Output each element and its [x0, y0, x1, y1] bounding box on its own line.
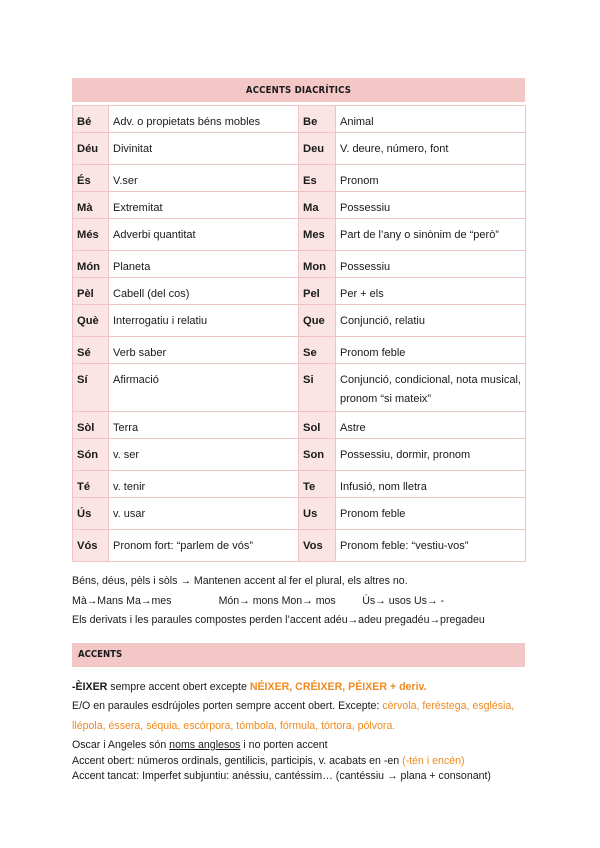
unaccented-meaning-cell: Conjunció, condicional, nota musical, pronom “si mateix”	[336, 364, 526, 412]
accented-word-cell: Sòl	[73, 412, 109, 439]
unaccented-meaning-cell: Pronom feble: “vestiu-vos”	[336, 530, 526, 562]
rule-open-accent	[72, 754, 525, 770]
rule-text: sempre accent obert excepte	[107, 680, 250, 693]
unaccented-word-cell: Pel	[299, 278, 336, 305]
rule-esdrujoles	[72, 697, 525, 736]
accented-meaning-cell: Adv. o propietats béns mobles	[109, 106, 299, 133]
unaccented-word-cell: Es	[299, 165, 336, 192]
rule-text: E/O en paraules esdrújoles porten sempre accent obert. Excepte:	[72, 700, 383, 712]
diacritic-accents-title: ACCENTS DIACRÍTICS	[245, 84, 352, 96]
rule-text: Accent tancat: Imperfet subjuntiu: anéssiu, cantéssim… (cantéssiu → plana + consonant)	[72, 770, 491, 782]
rule-underlined: noms anglesos	[169, 739, 241, 751]
accented-meaning-cell: Planeta	[109, 251, 299, 278]
unaccented-meaning-cell: Pronom	[336, 165, 526, 192]
unaccented-word-cell: Se	[299, 337, 336, 364]
accented-meaning-cell: Interrogatiu i relatiu	[109, 305, 299, 337]
table-row	[73, 165, 526, 192]
unaccented-meaning-cell: Part de l’any o sinònim de “però”	[336, 219, 526, 251]
accented-word-cell: Sí	[73, 364, 109, 412]
accented-meaning-cell: Verb saber	[109, 337, 299, 364]
unaccented-word-cell: Deu	[299, 133, 336, 165]
rule-text: Accent obert: números ordinals, gentilicis, participis, v. acabats en -en	[72, 754, 403, 767]
rule-text: Oscar i Angeles són	[72, 739, 170, 751]
unaccented-meaning-cell: Per + els	[336, 278, 526, 305]
accented-meaning-cell: Terra	[109, 412, 299, 439]
accented-word-cell: Sé	[73, 337, 109, 364]
table-row	[73, 305, 526, 337]
rule-exception: NÉIXER, CRÉIXER, PÉIXER + deriv.	[249, 680, 427, 693]
accented-meaning-cell: v. ser	[109, 439, 299, 471]
note-line: Els derivats i les paraules compostes perden l’accent adéu→adeu pregadéu→pregadeu	[72, 614, 485, 626]
unaccented-meaning-cell: Possessiu	[336, 251, 526, 278]
rule-exception: (-tén i encén)	[402, 754, 465, 767]
document-page	[72, 78, 525, 785]
accented-meaning-cell: Divinitat	[109, 133, 299, 165]
rule-closed-accent	[72, 769, 525, 785]
table-row	[73, 251, 526, 278]
rule-text: i no porten accent	[240, 739, 328, 751]
table-row	[73, 337, 526, 364]
table-row	[73, 364, 526, 412]
unaccented-word-cell: Be	[299, 106, 336, 133]
accented-word-cell: Vós	[73, 530, 109, 562]
unaccented-meaning-cell: Infusió, nom lletra	[336, 471, 526, 498]
accented-meaning-cell: Cabell (del cos)	[109, 278, 299, 305]
accented-meaning-cell: v. usar	[109, 498, 299, 530]
unaccented-meaning-cell: Pronom feble	[336, 498, 526, 530]
table-row	[73, 439, 526, 471]
table-row	[73, 192, 526, 219]
unaccented-word-cell: Que	[299, 305, 336, 337]
note-line: Mà→Mans Ma→mes Món→ mons Mon→ mos Ús→ usos Us→ -	[72, 594, 445, 607]
accents-section-header	[72, 643, 525, 667]
table-body	[73, 106, 526, 562]
accented-word-cell: Són	[73, 439, 109, 471]
accented-meaning-cell: Pronom fort: “parlem de vós”	[109, 530, 299, 562]
unaccented-meaning-cell: Possessiu	[336, 192, 526, 219]
unaccented-meaning-cell: Animal	[336, 106, 526, 133]
table-row	[73, 412, 526, 439]
accented-meaning-cell: V.ser	[109, 165, 299, 192]
accented-meaning-cell: Extremitat	[109, 192, 299, 219]
accents-section-title: ACCENTS	[78, 649, 123, 660]
table-row	[73, 133, 526, 165]
accented-word-cell: Què	[73, 305, 109, 337]
unaccented-word-cell: Mes	[299, 219, 336, 251]
note-line: Béns, déus, pèls i sòls → Mantenen accent al fer el plural, els altres no.	[72, 575, 408, 587]
unaccented-meaning-cell: Conjunció, relatiu	[336, 305, 526, 337]
rule-exception: cèrvola, feréstega, església, llépola, éssera, séquia, escórpora, tómbola, fórmula, tórtora, pólvora.	[72, 700, 515, 732]
accented-word-cell: Món	[73, 251, 109, 278]
accented-meaning-cell: v. tenir	[109, 471, 299, 498]
rule-names	[72, 738, 525, 754]
unaccented-meaning-cell: Pronom feble	[336, 337, 526, 364]
unaccented-word-cell: Si	[299, 364, 336, 412]
accented-word-cell: Bé	[73, 106, 109, 133]
plural-notes	[72, 572, 525, 631]
unaccented-word-cell: Sol	[299, 412, 336, 439]
accented-word-cell: Té	[73, 471, 109, 498]
rule-lead: -ÈIXER	[72, 680, 108, 693]
table-row	[73, 471, 526, 498]
table-row	[73, 219, 526, 251]
unaccented-meaning-cell: Possessiu, dormir, pronom	[336, 439, 526, 471]
accented-word-cell: Mà	[73, 192, 109, 219]
table-row	[73, 278, 526, 305]
unaccented-word-cell: Ma	[299, 192, 336, 219]
accented-meaning-cell: Adverbi quantitat	[109, 219, 299, 251]
diacritic-accents-table	[72, 105, 526, 562]
rule-eixer	[72, 678, 525, 698]
unaccented-word-cell: Mon	[299, 251, 336, 278]
unaccented-meaning-cell: Astre	[336, 412, 526, 439]
table-row	[73, 530, 526, 562]
accent-rules	[72, 678, 525, 785]
unaccented-word-cell: Us	[299, 498, 336, 530]
accented-meaning-cell: Afirmació	[109, 364, 299, 412]
unaccented-word-cell: Te	[299, 471, 336, 498]
unaccented-word-cell: Vos	[299, 530, 336, 562]
table-row	[73, 106, 526, 133]
accented-word-cell: Pèl	[73, 278, 109, 305]
unaccented-word-cell: Son	[299, 439, 336, 471]
unaccented-meaning-cell: V. deure, número, font	[336, 133, 526, 165]
diacritic-accents-header	[72, 78, 525, 102]
accented-word-cell: Ús	[73, 498, 109, 530]
accented-word-cell: És	[73, 165, 109, 192]
accented-word-cell: Més	[73, 219, 109, 251]
accented-word-cell: Déu	[73, 133, 109, 165]
table-row	[73, 498, 526, 530]
